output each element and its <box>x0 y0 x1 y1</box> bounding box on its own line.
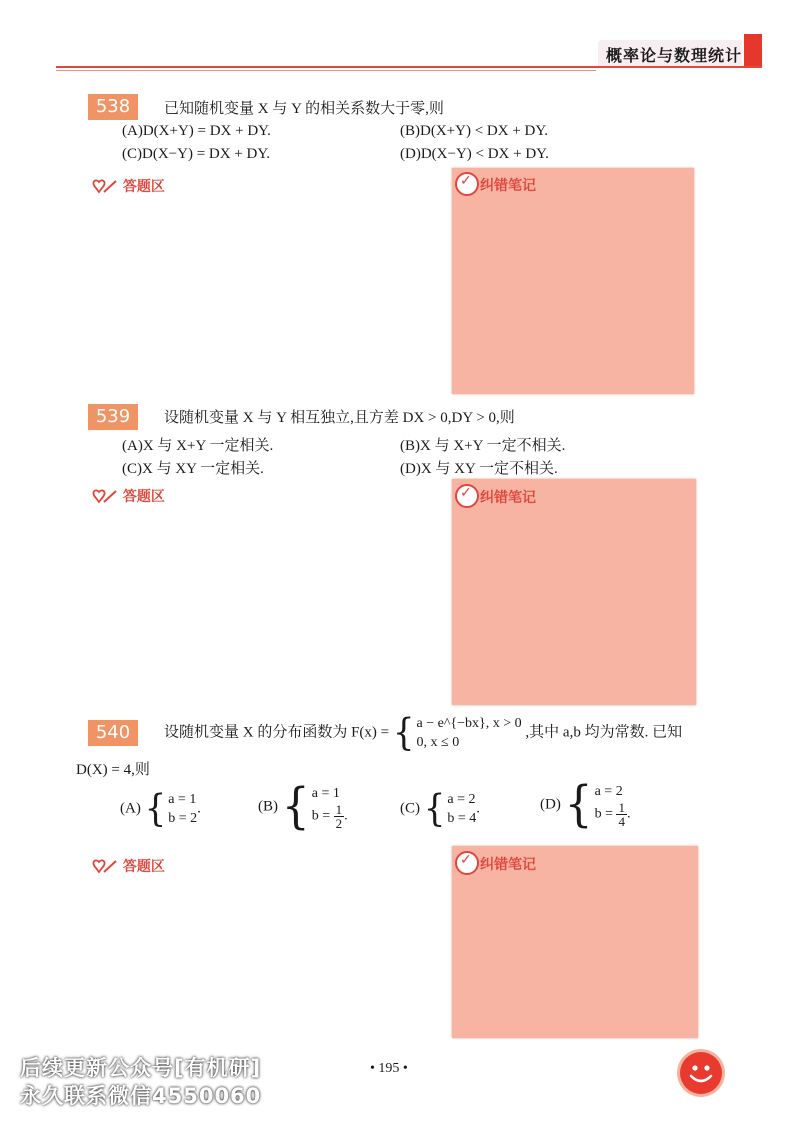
answer-zone-540 <box>90 856 165 876</box>
question-number-538: 538 <box>88 94 138 120</box>
option-a-540: (A) { a = 1 b = 2 . <box>120 787 201 831</box>
header-accent-bar <box>744 34 762 66</box>
stem-text-before: 设随机变量 X 的分布函数为 F(x) = <box>164 724 390 741</box>
option-d-540: (D) { a = 2 b = $\frac{1}{4}$ . <box>540 776 631 833</box>
option-c-540: (C) { a = 2 b = 4 . <box>400 787 481 831</box>
magnifier-check-icon <box>455 172 479 196</box>
header-title: 概率论与数理统计 <box>606 46 743 65</box>
option-d-538: (D)D(X−Y) < DX + DY. <box>400 146 549 162</box>
watermark <box>20 1054 261 1110</box>
option-b-538: (B)D(X+Y) < DX + DY. <box>400 123 549 139</box>
magnifier-check-icon <box>455 484 479 508</box>
page-number: • 195 • <box>370 1061 408 1076</box>
note-box-540[interactable] <box>452 846 698 1038</box>
heart-pen-icon <box>90 488 118 506</box>
heart-pen-icon <box>90 858 118 876</box>
smiley-icon <box>680 1052 722 1094</box>
option-a-538: (A)D(X+Y) = DX + DY. <box>122 123 271 139</box>
answer-zone-label: 答题区 <box>122 489 165 505</box>
option-a-539: (A)X 与 X+Y 一定相关. <box>122 438 274 454</box>
question-number-540: 540 <box>88 720 138 746</box>
option-c-539: (C)X 与 XY 一定相关. <box>122 461 264 477</box>
case-row-1: a − e^{−bx}, x > 0 <box>416 716 522 731</box>
option-b-540: (B) { a = 1 b = $\frac{1}{2}$ . <box>258 778 348 835</box>
note-box-label: 纠错笔记 <box>480 490 536 506</box>
question-number-539: 539 <box>88 404 138 430</box>
question-stem-540 <box>164 711 683 755</box>
heart-pen-icon <box>90 178 118 196</box>
answer-zone-label: 答题区 <box>122 859 165 875</box>
magnifier-check-icon <box>455 851 479 875</box>
case-row-2: 0, x ≤ 0 <box>416 735 460 750</box>
note-box-label: 纠错笔记 <box>480 178 536 194</box>
answer-zone-539 <box>90 486 165 506</box>
answer-zone-538 <box>90 176 165 196</box>
header-rule-thin <box>56 70 596 71</box>
piecewise-function: { a − e^{−bx}, x > 0 0, x ≤ 0 <box>392 711 522 755</box>
note-box-label: 纠错笔记 <box>480 857 536 873</box>
option-d-539: (D)X 与 XY 一定不相关. <box>400 461 558 477</box>
answer-zone-label: 答题区 <box>122 179 165 195</box>
question-stem-539: 设随机变量 X 与 Y 相互独立,且方差 DX > 0,DY > 0,则 <box>164 410 515 426</box>
note-box-539[interactable] <box>452 479 696 705</box>
question-stem-538: 已知随机变量 X 与 Y 的相关系数大于零,则 <box>164 101 444 117</box>
option-c-538: (C)D(X−Y) = DX + DY. <box>122 146 271 162</box>
question-stem-540-line2: D(X) = 4,则 <box>76 762 150 778</box>
option-b-539: (B)X 与 X+Y 一定不相关. <box>400 438 566 454</box>
header-rule <box>56 66 762 68</box>
stem-text-after: ,其中 a,b 均为常数. 已知 <box>525 724 683 741</box>
watermark-line-2: 永久联系微信4550060 <box>20 1084 262 1108</box>
note-box-538[interactable] <box>452 168 694 394</box>
watermark-line-1: 后续更新公众号[有机研] <box>20 1056 262 1080</box>
